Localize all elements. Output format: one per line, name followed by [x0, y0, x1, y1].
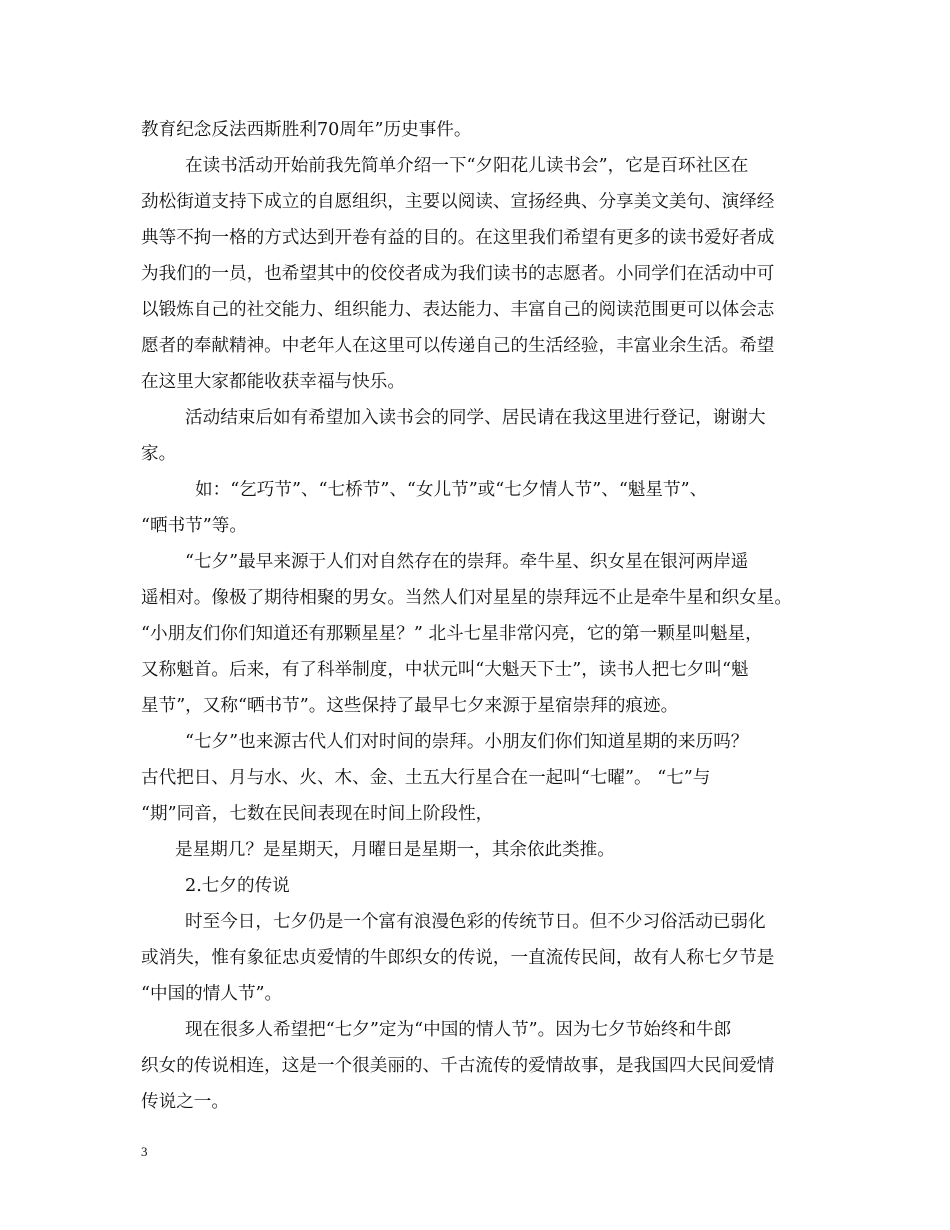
text-line: 在这里大家都能收获幸福与快乐。 [141, 372, 405, 392]
text-line: “晒书节”等。 [141, 516, 247, 536]
text-line: 又称魁首。后来，有了科举制度，中状元叫“大魁天下士”，读书人把七夕叫“魁 [141, 660, 749, 680]
text-line: 或消失，惟有象征忠贞爱情的牛郎织女的传说，一直流传民间，故有人称七夕节是 [141, 948, 775, 968]
text-line: “期”同音，七数在民间表现在时间上阶段性， [141, 804, 494, 824]
text-line: 活动结束后如有希望加入读书会的同学、居民请在我这里进行登记，谢谢大 [185, 408, 766, 428]
text-line: 现在很多人希望把“七夕”定为“中国的情人节”。因为七夕节始终和牛郎 [185, 1020, 732, 1040]
text-line: 是星期几？是星期天，月曜日是星期一，其余依此类推。 [175, 840, 615, 860]
text-line: 遥相对。像极了期待相聚的男女。当然人们对星星的崇拜远不止是牵牛星和织女星。 [141, 588, 792, 608]
text-line: “七夕”也来源古代人们对时间的崇拜。小朋友们你们知道星期的来历吗？ [185, 732, 749, 752]
text-line: “七夕”最早来源于人们对自然存在的崇拜。牵牛星、织女星在银河两岸遥 [185, 552, 749, 572]
text-line: 在读书活动开始前我先简单介绍一下“夕阳花儿读书会”，它是百环社区在 [185, 156, 749, 176]
section-heading: 2.七夕的传说 [185, 876, 290, 896]
text-line: 为我们的一员，也希望其中的佼佼者成为我们读书的志愿者。小同学们在活动中可 [141, 264, 775, 284]
page-number: 3 [141, 1144, 148, 1159]
text-line: 劲松街道支持下成立的自愿组织，主要以阅读、宣扬经典、分享美文美句、演绎经 [141, 192, 775, 212]
text-line: “小朋友们你们知道还有那颗星星？” 北斗七星非常闪亮，它的第一颗星叫魁星， [141, 624, 763, 644]
text-line: 家。 [141, 444, 177, 464]
text-line: 愿者的奉献精神。中老年人在这里可以传递自己的生活经验，丰富业余生活。希望 [141, 336, 775, 356]
text-line: 教育纪念反法西斯胜利70周年”历史事件。 [141, 120, 472, 140]
text-line: 时至今日，七夕仍是一个富有浪漫色彩的传统节日。但不少习俗活动已弱化 [185, 912, 766, 932]
text-line: 织女的传说相连，这是一个很美丽的、千古流传的爱情故事，是我国四大民间爱情 [141, 1056, 775, 1076]
text-line: 传说之一。 [141, 1092, 229, 1112]
text-line: 以锻炼自己的社交能力、组织能力、表达能力、丰富自己的阅读范围更可以体会志 [141, 300, 775, 320]
text-line: 如：“乞巧节”、“七桥节”、“女儿节”或“七夕情人节”、“魁星节”、 [195, 480, 708, 500]
text-line: “中国的情人节”。 [141, 984, 283, 1004]
text-line: 星节”，又称“晒书节”。这些保持了最早七夕来源于星宿崇拜的痕迹。 [141, 696, 679, 716]
text-line: 古代把日、月与水、火、木、金、土五大行星合在一起叫“七曜”。 “七”与 [141, 768, 711, 788]
text-line: 典等不拘一格的方式达到开卷有益的目的。在这里我们希望有更多的读书爱好者成 [141, 228, 775, 248]
